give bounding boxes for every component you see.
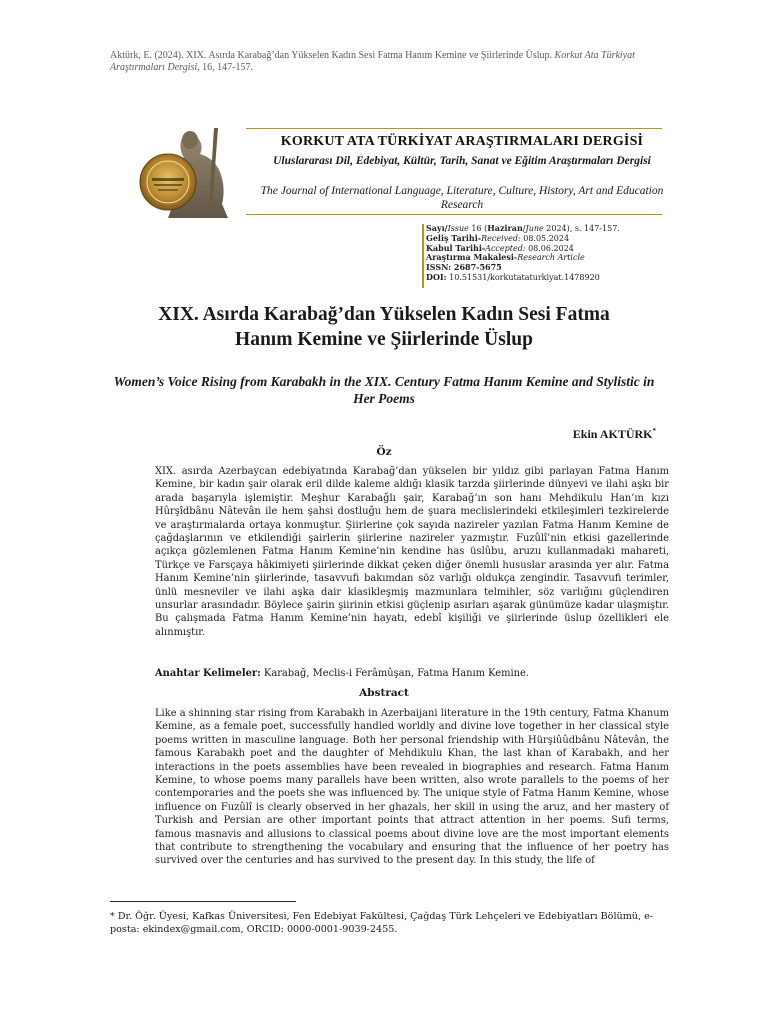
footnote — [110, 910, 676, 936]
meta-doi: DOI: 10.51531/korkutataturkiyat.1478920 — [426, 271, 600, 282]
citation-text: Aktürk, E. (2024). XIX. Asırda Karabağ’dan Yükselen Kadın Sesi Fatma Hanım Kemine ve Şiirlerinde Üslup. — [110, 50, 553, 61]
header-rule-top — [246, 128, 662, 129]
meta-type: Araştırma Makalesi-Research Article — [426, 252, 585, 263]
keywords-label: Anahtar Kelimeler: — [155, 668, 261, 679]
oz-text: XIX. asırda Azerbaycan edebiyatında Karabağ’dan yükselen bir yıldız gibi parlayan Fatma Hanım Kemine, bir kadın şair olarak eril dilde kaleme aldığı klasik tarzda şiirlerinde dünyevi ve ilahi aşkı bir arada başarıyla işlemiştir. Meşhur Karabağlı şair, Karabağ’ın son hanı Mehdikulu Han’ın kızı Hûrşîdbânu Nâtevân ile hem şahsi dostluğu hem de şuara meclislerindeki etkileşimleri tezkirelerde ve araştırmalarda ortaya konmuştur. Şiirlerine çok sayıda nazireler yazılan Fatma Hanım Kemine de çağdaşlarının ve etkilendiği şairlerin şiirlerine nazireler yazmıştır. Fuzûlî’nin etkisi gazellerinde açıkça gözlemlenen Fatma Hanım Kemine’nin kendine has üslûbu, aruzu kullanmadaki mahareti, Türkçe ve Farsçaya hâkimiyeti şiirlerinde dikkat çeken diğer önemli hususlar arasında yer alır. Fatma Hanım Kemine’nin şiirlerinde, tasavvufi bakımdan söz varlığı oldukça zengindir. Tasavvufi terimler, ünlü mesneviler ve ilahi aşka dair klasikleşmiş mazmunlara telmihler, söz varlığını güçlendiren unsurlar arasındadır. Böylece şairin şiirinin etkisi güçlenip asırları aşarak günümüze kadar ulaşmıştır. Bu çalışmada Fatma Hanım Kemine’nin hayatı, edebî kişiliği ve şiirlerinde üslup özellikleri ele alınmıştır. — [155, 466, 669, 638]
journal-subtitle-en: The Journal of International Language, Literature, Culture, History, Art and Education Research — [260, 185, 664, 211]
journal-subtitle-tr: Uluslararası Dil, Edebiyat, Kültür, Tarih, Sanat ve Eğitim Araştırmaları Dergisi — [273, 155, 651, 167]
journal-title: KORKUT ATA TÜRKİYAT ARAŞTIRMALARI DERGİSİ — [280, 134, 644, 149]
footnote-text: Dr. Öğr. Üyesi, Kafkas Üniversitesi, Fen Edebiyat Fakültesi, Çağdaş Türk Lehçeleri ve Edebiyatları Bölümü, e-posta: ekindex@gmail.com, ORCID: 0000-0001-9039-2455. — [110, 911, 654, 935]
meta-issue: Sayı/Issue 16 (Haziran/June 2024), s. 147-157. — [426, 223, 620, 233]
oz-heading: Öz — [376, 446, 392, 458]
footnote-mark: * — [110, 911, 115, 922]
author-footnote-mark: * — [652, 427, 656, 435]
citation-tail: , 16, 147-157. — [197, 62, 253, 73]
meta-accepted: Kabul Tarihi-Accepted: 08.06.2024 — [426, 242, 574, 253]
abstract-heading: Abstract — [359, 687, 409, 699]
meta-received: Geliş Tarihi-Received: 08.05.2024 — [426, 232, 570, 243]
keywords — [155, 667, 669, 680]
author-name: Ekin AKTÜRK* — [572, 427, 656, 441]
header-rule-bottom — [246, 214, 662, 215]
abstract-text: Like a shinning star rising from Karabakh in Azerbaijani literature in the 19th century, Fatma Khanum Kemine, as a female poet, successfully handled worldly and divine love together in her classical style poems written in masculine language. Both her personal friendship with Hürşiûûdbânu Nâtevân, the famous Karabakh poet and the daughter of Mehdikulu Khan, the last khan of Karabakh, and her interactions in the poets assemblies have been revealed in biographies and research. Fatma Hanım Kemine, to whose poems many parallels have been written, also wrote parallels to the poems of her contemporaries and the poets she was influenced by. The unique style of Fatma Hanım Kemine, whose influence on Fuzûlî is clearly observed in her ghazals, her skill in using the aruz, and her mastery of Turkish and Persian are other important points that attract attention in her poems. Sufi terms, famous masnavis and allusions to classical poems about divine love are the most important elements that contribute to strengthening the vocabulary and ensuring that the influence of her poetry has survived over the centuries and has survived to the present day. In this study, the life of — [155, 708, 669, 867]
citation — [110, 50, 676, 74]
citation-journal: Korkut Ata Türkiyat Araştırmaları Dergisi — [110, 50, 635, 73]
meta-accent-bar — [422, 224, 424, 288]
meta-issn: ISSN: 2687-5675 — [426, 262, 502, 273]
journal-logo-icon — [132, 122, 240, 222]
article-title-tr: XIX. Asırda Karabağ’dan Yükselen Kadın Sesi Fatma Hanım Kemine ve Şiirlerinde Üslup — [158, 304, 610, 350]
article-meta — [426, 224, 676, 283]
keywords-value: Karabağ, Meclis-i Ferâmûşan, Fatma Hanım Kemine. — [260, 668, 529, 679]
article-title-en: Women’s Voice Rising from Karabakh in the XIX. Century Fatma Hanım Kemine and Stylistic in Her Poems — [113, 374, 655, 406]
footnote-rule — [110, 901, 296, 902]
